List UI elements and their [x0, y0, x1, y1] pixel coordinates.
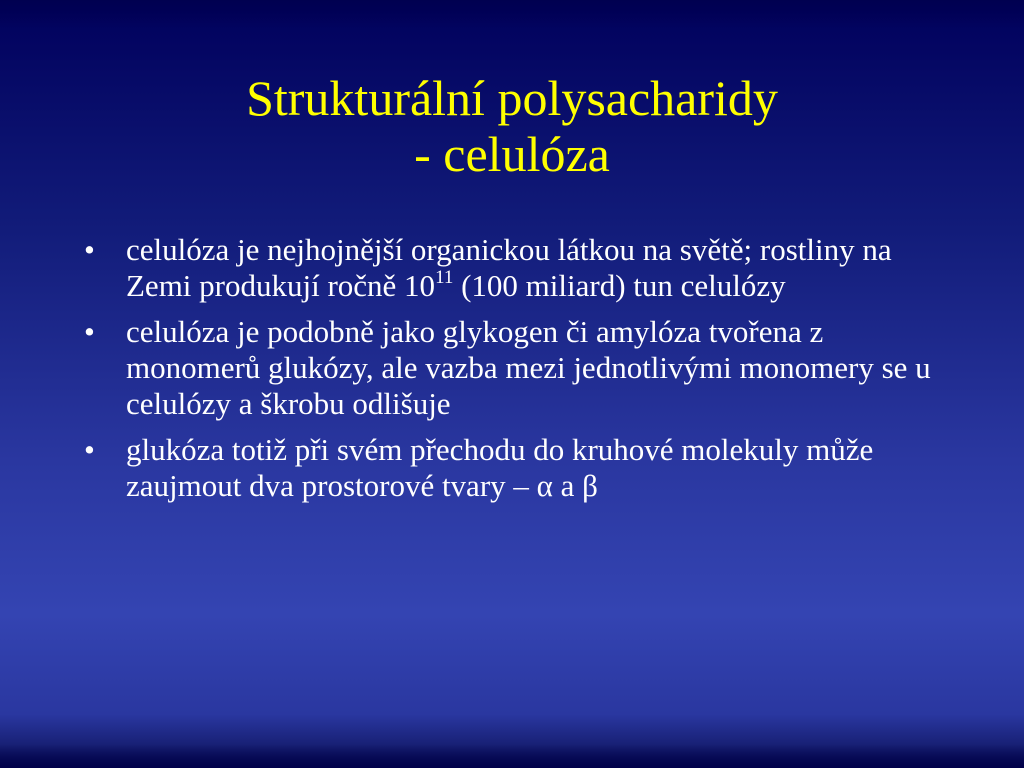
bullet-text-1-tail: (100 miliard) tun celulózy [453, 268, 786, 303]
slide-title-line-1: Strukturální polysacharidy [246, 70, 778, 126]
bullet-marker: • [84, 232, 95, 267]
bullet-marker: • [84, 432, 95, 467]
slide-title [0, 70, 1024, 182]
bullet-marker: • [84, 314, 95, 349]
bullet-list [84, 232, 964, 514]
bullet-text-3: glukóza totiž při svém přechodu do kruhové molekuly může zaujmout dva prostorové tvary – α a β [126, 432, 874, 503]
slide-title-line-2: - celulóza [414, 126, 610, 182]
bullet-text-1-main: celulóza je nejhojnější organickou látkou na světě; rostliny na Zemi produkují ročně 10 [126, 232, 892, 303]
bullet-item-3 [84, 432, 964, 504]
bullet-item-2 [84, 314, 964, 422]
slide-bottom-band [0, 744, 1024, 768]
bullet-text-1 [126, 232, 892, 303]
bullet-text-2: celulóza je podobně jako glykogen či amylóza tvořena z monomerů glukózy, ale vazba mezi jednotlivými monomery se u celulózy a škrobu odlišuje [126, 314, 931, 421]
bullet-item-1 [84, 232, 964, 304]
exponent: 11 [435, 267, 454, 288]
slide-top-band [0, 0, 1024, 28]
